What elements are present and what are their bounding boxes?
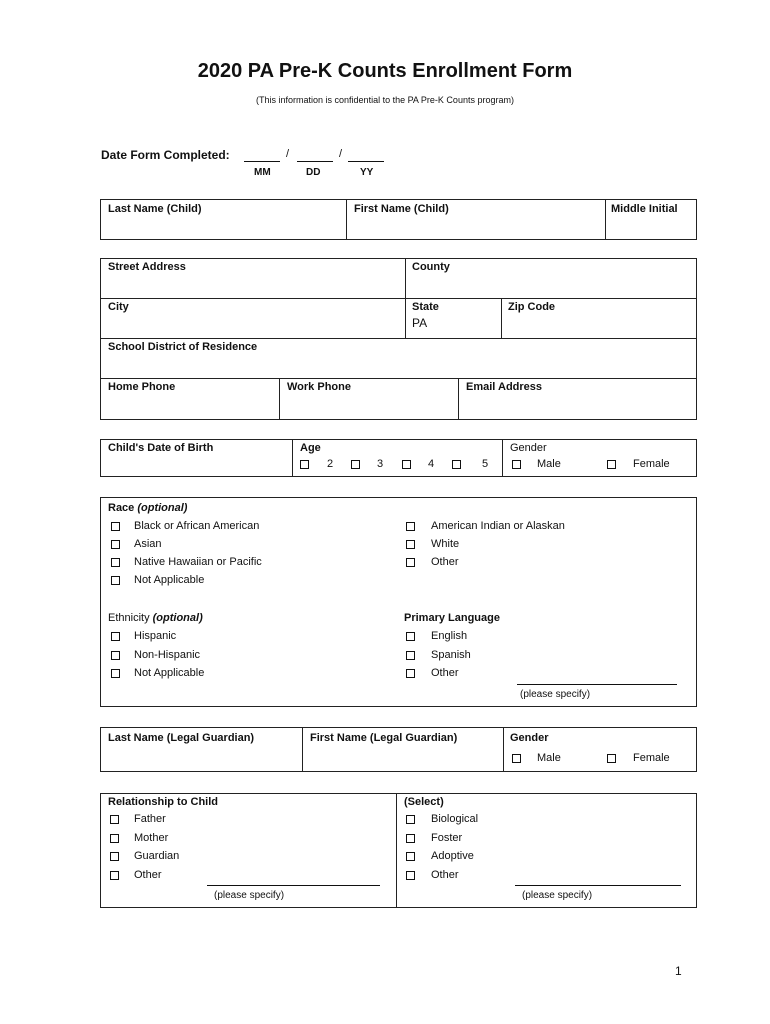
relationship-mother-checkbox[interactable]	[110, 834, 119, 843]
work-phone-label: Work Phone	[287, 381, 351, 393]
language-english-label: English	[431, 630, 468, 642]
race-white-label: White	[431, 538, 460, 550]
date-completed-label: Date Form Completed:	[101, 148, 230, 162]
relationship-mother-label: Mother	[134, 832, 169, 844]
race-black-checkbox[interactable]	[111, 522, 120, 531]
select-other-checkbox[interactable]	[406, 871, 415, 880]
guardian-male-checkbox[interactable]	[512, 754, 521, 763]
child-female-label: Female	[633, 458, 670, 470]
home-phone-label: Home Phone	[108, 381, 176, 393]
guardian-last-name-label: Last Name (Legal Guardian)	[108, 732, 255, 744]
age-3-label: 3	[377, 458, 384, 470]
date-dd-field[interactable]	[297, 160, 333, 162]
county-label: County	[412, 261, 450, 273]
language-english-checkbox[interactable]	[406, 632, 415, 641]
age-5-label: 5	[482, 458, 489, 470]
middle-initial-label: Middle Initial	[611, 203, 678, 215]
school-district-label: School District of Residence	[108, 341, 258, 353]
select-adoptive-checkbox[interactable]	[406, 852, 415, 861]
guardian-first-name-label: First Name (Legal Guardian)	[310, 732, 458, 744]
race-asian-label: Asian	[134, 538, 162, 550]
race-na-label: Not Applicable	[134, 574, 205, 586]
dd-label: DD	[306, 167, 321, 178]
relationship-other-label: Other	[134, 869, 162, 881]
state-label: State	[412, 301, 439, 313]
ethnicity-na-label: Not Applicable	[134, 667, 205, 679]
address-section	[100, 258, 697, 420]
page-number: 1	[675, 964, 682, 978]
age-4-checkbox[interactable]	[402, 460, 411, 469]
race-label: Race (optional)	[108, 502, 188, 514]
guardian-gender-label: Gender	[510, 732, 549, 744]
ethnicity-hispanic-checkbox[interactable]	[111, 632, 120, 641]
ethnicity-non-hispanic-checkbox[interactable]	[111, 651, 120, 660]
select-other-label: Other	[431, 869, 459, 881]
relationship-section	[100, 793, 697, 908]
language-specify-field[interactable]	[517, 683, 677, 685]
dob-label: Child's Date of Birth	[108, 442, 214, 454]
child-female-checkbox[interactable]	[607, 460, 616, 469]
guardian-female-label: Female	[633, 752, 670, 764]
relationship-guardian-checkbox[interactable]	[110, 852, 119, 861]
date-mm-field[interactable]	[244, 160, 280, 162]
street-address-label: Street Address	[108, 261, 186, 273]
age-3-checkbox[interactable]	[351, 460, 360, 469]
relationship-specify-field[interactable]	[207, 884, 380, 886]
form-subtitle: (This information is confidential to the PA Pre-K Counts program)	[256, 95, 514, 105]
select-label: (Select)	[404, 796, 444, 808]
language-spanish-label: Spanish	[431, 649, 471, 661]
relationship-father-checkbox[interactable]	[110, 815, 119, 824]
primary-language-label: Primary Language	[404, 612, 500, 624]
state-value: PA	[412, 316, 428, 330]
language-other-checkbox[interactable]	[406, 669, 415, 678]
date-sep-1: /	[286, 148, 290, 160]
race-other-checkbox[interactable]	[406, 558, 415, 567]
relationship-guardian-label: Guardian	[134, 850, 180, 862]
relationship-label: Relationship to Child	[108, 796, 218, 808]
ethnicity-non-hispanic-label: Non-Hispanic	[134, 649, 201, 661]
race-optional: (optional)	[137, 502, 188, 514]
age-5-checkbox[interactable]	[452, 460, 461, 469]
child-male-label: Male	[537, 458, 561, 470]
race-white-checkbox[interactable]	[406, 540, 415, 549]
yy-label: YY	[360, 167, 374, 178]
ethnicity-label: Ethnicity (optional)	[108, 612, 203, 624]
relationship-specify-label: (please specify)	[214, 890, 285, 901]
guardian-male-label: Male	[537, 752, 561, 764]
race-na-checkbox[interactable]	[111, 576, 120, 585]
date-sep-2: /	[339, 148, 343, 160]
race-other-label: Other	[431, 556, 459, 568]
select-adoptive-label: Adoptive	[431, 850, 474, 862]
first-name-child-label: First Name (Child)	[354, 203, 449, 215]
age-2-label: 2	[327, 458, 334, 470]
city-label: City	[108, 301, 129, 313]
mm-label: MM	[254, 167, 271, 178]
last-name-child-label: Last Name (Child)	[108, 203, 202, 215]
race-black-label: Black or African American	[134, 520, 260, 532]
ethnicity-optional: (optional)	[152, 612, 203, 624]
zip-code-label: Zip Code	[508, 301, 556, 313]
race-hawaiian-label: Native Hawaiian or Pacific	[134, 556, 262, 568]
race-hawaiian-checkbox[interactable]	[111, 558, 120, 567]
language-specify-label: (please specify)	[520, 689, 591, 700]
age-4-label: 4	[428, 458, 435, 470]
select-foster-label: Foster	[431, 832, 463, 844]
child-male-checkbox[interactable]	[512, 460, 521, 469]
select-foster-checkbox[interactable]	[406, 834, 415, 843]
relationship-other-checkbox[interactable]	[110, 871, 119, 880]
date-yy-field[interactable]	[348, 160, 384, 162]
email-address-label: Email Address	[466, 381, 543, 393]
age-2-checkbox[interactable]	[300, 460, 309, 469]
relationship-father-label: Father	[134, 813, 166, 825]
race-american-indian-label: American Indian or Alaskan	[431, 520, 565, 532]
ethnicity-na-checkbox[interactable]	[111, 669, 120, 678]
race-american-indian-checkbox[interactable]	[406, 522, 415, 531]
select-specify-label: (please specify)	[522, 890, 593, 901]
language-other-label: Other	[431, 667, 459, 679]
race-asian-checkbox[interactable]	[111, 540, 120, 549]
select-biological-checkbox[interactable]	[406, 815, 415, 824]
child-gender-label: Gender	[510, 442, 547, 454]
guardian-female-checkbox[interactable]	[607, 754, 616, 763]
age-label: Age	[300, 442, 321, 454]
language-spanish-checkbox[interactable]	[406, 651, 415, 660]
form-title: 2020 PA Pre-K Counts Enrollment Form	[197, 60, 573, 82]
select-specify-field[interactable]	[515, 884, 681, 886]
ethnicity-hispanic-label: Hispanic	[134, 630, 177, 642]
select-biological-label: Biological	[431, 813, 479, 825]
